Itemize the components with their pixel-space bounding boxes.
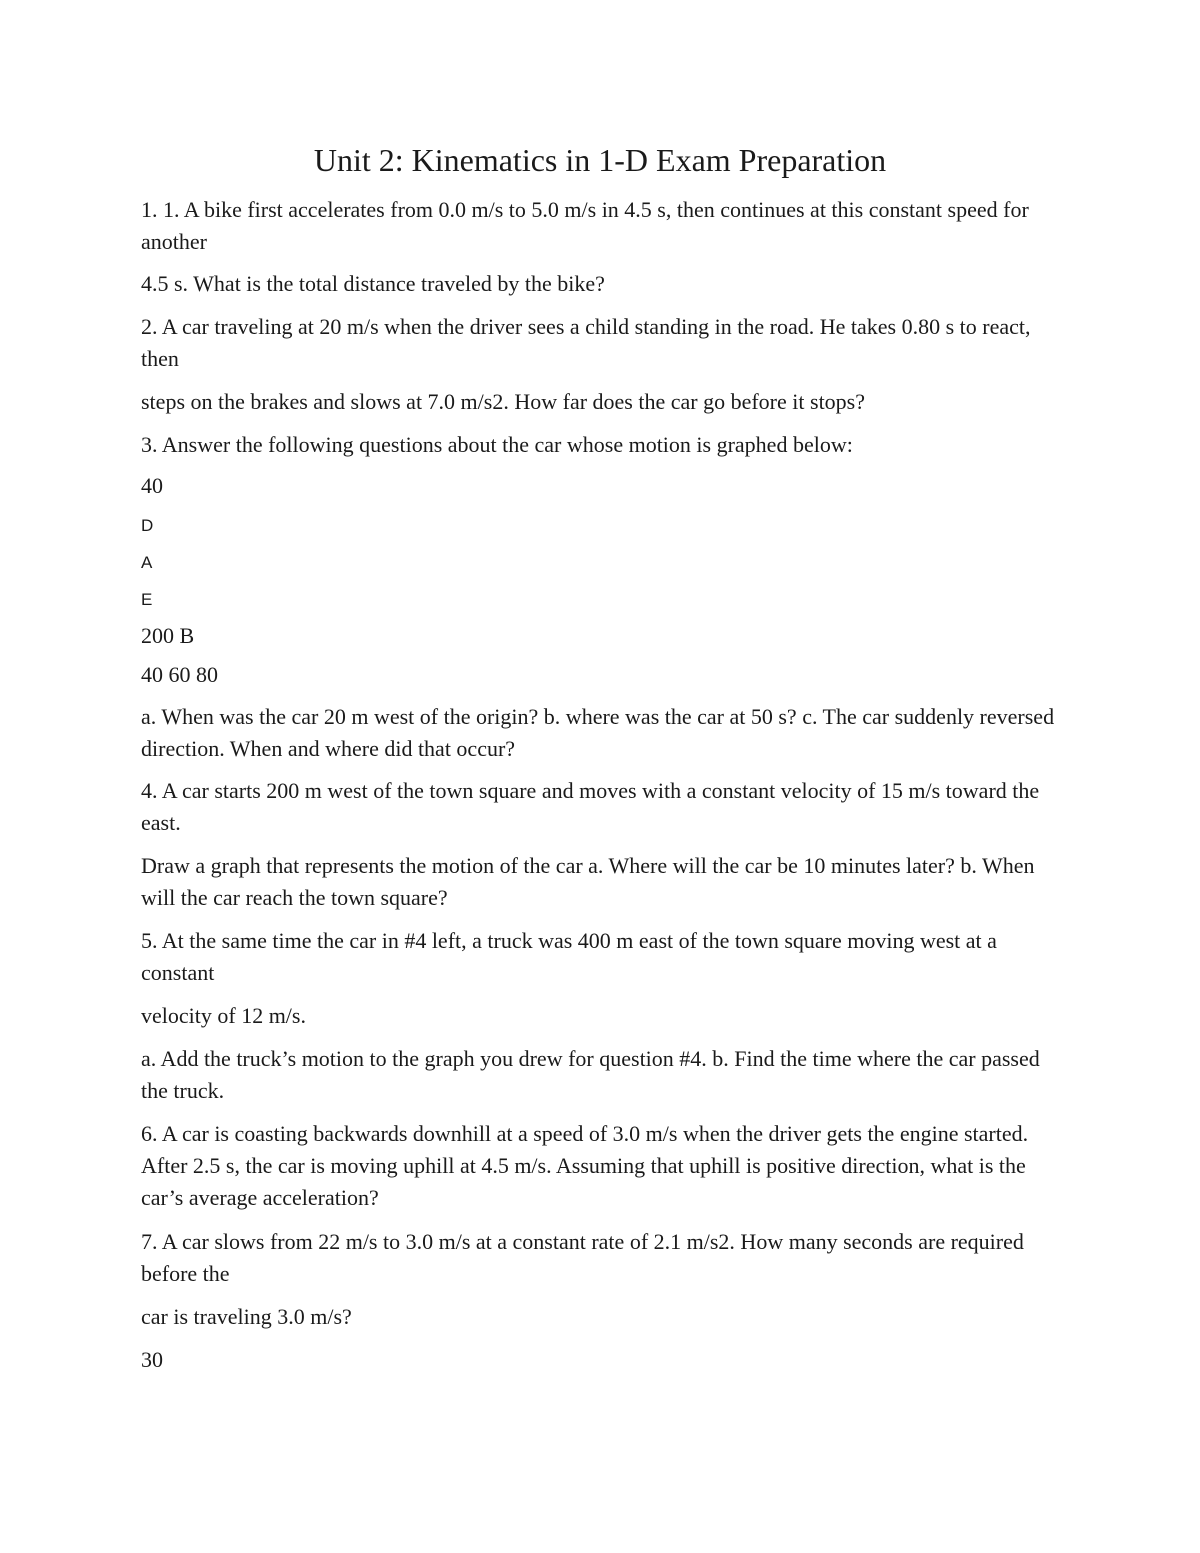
question-4-text: 4. A car starts 200 m west of the town square and moves with a constant velocity of 15 m/s toward the east. (141, 778, 1040, 835)
question-7-text: 7. A car slows from 22 m/s to 3.0 m/s at a constant rate of 2.1 m/s2. How many seconds are required before the (141, 1229, 1024, 1286)
question-4-continuation: Draw a graph that represents the motion of the car a. Where will the car be 10 minutes later? b. When will the car reach the town square? (141, 853, 1035, 910)
question-3-subparts: a. When was the car 20 m west of the origin? b. where was the car at 50 s? c. The car suddenly reversed direction. When and where did that occur? (141, 704, 1055, 761)
graph-label-a: A (141, 553, 153, 572)
question-1-continuation: 4.5 s. What is the total distance traveled by the bike? (141, 271, 605, 296)
question-1-text: 1. 1. A bike first accelerates from 0.0 m/s to 5.0 m/s in 4.5 s, then continues at this constant speed for another (141, 197, 1029, 254)
question-6-text: 6. A car is coasting backwards downhill at a speed of 3.0 m/s when the driver gets the engine started. After 2.5 s, the car is moving uphill at 4.5 m/s. Assuming that uphill is positive direction, what is the car’s average acceleration? (141, 1121, 1029, 1210)
page-title: Unit 2: Kinematics in 1-D Exam Preparation (313, 142, 887, 178)
graph-label-200-b: 200 B (141, 623, 195, 648)
question-2-text: 2. A car traveling at 20 m/s when the driver sees a child standing in the road. He takes 0.80 s to react, then (141, 314, 1031, 371)
question-5-continuation: velocity of 12 m/s. (141, 1003, 306, 1028)
graph-label-40: 40 (141, 473, 163, 498)
question-2-continuation: steps on the brakes and slows at 7.0 m/s2. How far does the car go before it stops? (141, 389, 866, 414)
question-7-continuation: car is traveling 3.0 m/s? (141, 1304, 352, 1329)
question-3-text: 3. Answer the following questions about the car whose motion is graphed below: (141, 432, 853, 457)
graph-label-e: E (141, 590, 153, 609)
graph-axis-ticks: 40 60 80 (141, 662, 218, 687)
trailing-number: 30 (141, 1347, 163, 1372)
graph-label-d: D (141, 516, 154, 535)
question-5-text: 5. At the same time the car in #4 left, a truck was 400 m east of the town square moving west at a constant (141, 928, 997, 985)
question-5-subparts: a. Add the truck’s motion to the graph you drew for question #4. b. Find the time where the car passed the truck. (141, 1046, 1040, 1103)
